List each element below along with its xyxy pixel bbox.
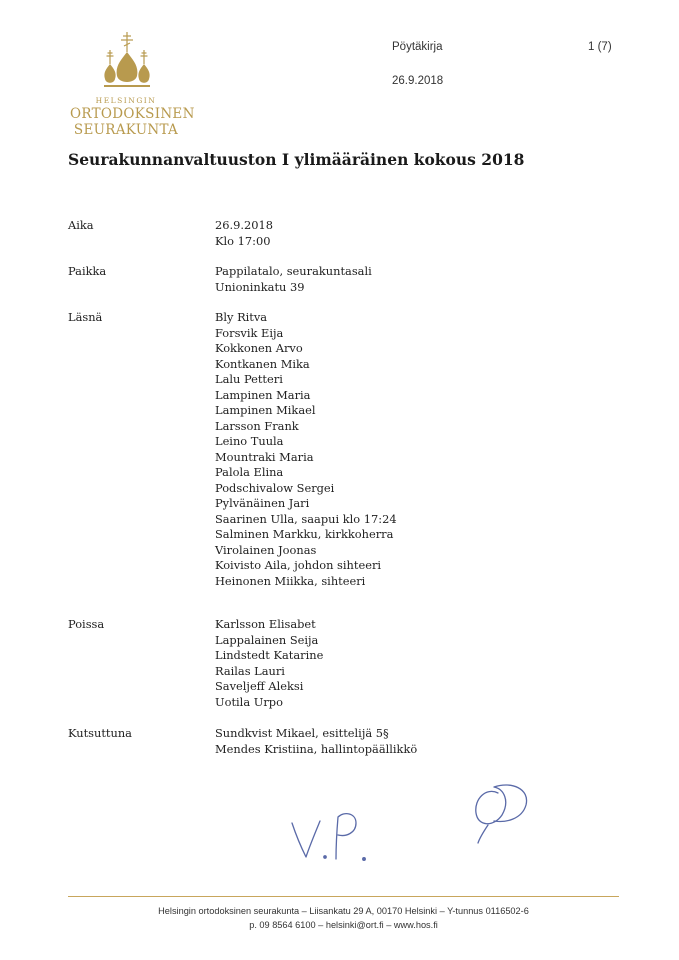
logo-text-line2: ORTODOKSINEN <box>70 106 195 122</box>
orthodox-church-domes-icon <box>102 30 152 92</box>
logo-text-line3: SEURAKUNTA <box>73 122 179 138</box>
footer-contact: p. 09 8564 6100 – helsinki@ort.fi – www.hos.fi <box>249 920 438 930</box>
attendee-name: Pylvänäinen Jari <box>215 496 310 510</box>
invitee-name: Mendes Kristiina, hallintopäällikkö <box>215 741 418 756</box>
attendee-name: Kokkonen Arvo <box>215 341 303 355</box>
invitee-name: Sundkvist Mikael, esittelijä 5§ <box>215 726 389 740</box>
attendee-name: Virolainen Joonas <box>215 542 317 557</box>
page-number: 1 (7) <box>588 41 612 53</box>
attendee-name: Lampinen Mikael <box>215 403 316 417</box>
attendee-name: Heinonen Miikka, sihteeri <box>215 573 366 588</box>
attendee-name: Lalu Petteri <box>215 372 283 386</box>
attendee-name: Mountraki Maria <box>215 449 314 464</box>
attendee-name: Larsson Frank <box>215 418 299 433</box>
attendee-name: Forsvik Eija <box>215 325 284 340</box>
handwritten-initials-signatures <box>280 775 570 870</box>
footer-divider <box>68 896 619 897</box>
document-date: 26.9.2018 <box>392 75 444 87</box>
logo-text-line1: HELSINGIN <box>95 96 157 105</box>
church-logo <box>70 30 195 140</box>
footer-address: Helsingin ortodoksinen seurakunta – Liisankatu 29 A, 00170 Helsinki – Y-tunnus 0116502-6 <box>158 906 529 916</box>
attendee-name: Saarinen Ulla, saapui klo 17:24 <box>215 511 397 526</box>
attendee-name: Lampinen Maria <box>215 387 311 402</box>
paikka-line: Unioninkatu 39 <box>215 279 305 294</box>
attendee-name: Podschivalow Sergei <box>215 480 335 495</box>
label-lasna: Läsnä <box>68 310 103 324</box>
paikka-line: Pappilatalo, seurakuntasali <box>215 264 372 278</box>
absentee-name: Lappalainen Seija <box>215 632 319 647</box>
label-paikka: Paikka <box>68 264 107 278</box>
attendee-name: Leino Tuula <box>215 434 284 448</box>
attendee-name: Kontkanen Mika <box>215 356 310 371</box>
attendee-name: Salminen Markku, kirkkoherra <box>215 527 394 541</box>
absentee-name: Karlsson Elisabet <box>215 617 316 631</box>
attendee-name: Bly Ritva <box>215 310 268 324</box>
label-aika: Aika <box>68 218 94 232</box>
label-kutsuttuna: Kutsuttuna <box>68 726 132 740</box>
attendee-name: Koivisto Aila, johdon sihteeri <box>215 558 382 572</box>
absentee-name: Uotila Urpo <box>215 694 283 709</box>
aika-time: Klo 17:00 <box>215 233 271 248</box>
label-poissa: Poissa <box>68 617 105 631</box>
page-title: Seurakunnanvaltuuston I ylimääräinen kokous 2018 <box>68 150 525 169</box>
absentee-name: Lindstedt Katarine <box>215 648 324 662</box>
absentee-name: Railas Lauri <box>215 663 285 678</box>
aika-date: 26.9.2018 <box>215 218 273 232</box>
attendee-name: Palola Elina <box>215 465 284 479</box>
absentee-name: Saveljeff Aleksi <box>215 679 304 693</box>
document-type: Pöytäkirja <box>392 41 443 53</box>
